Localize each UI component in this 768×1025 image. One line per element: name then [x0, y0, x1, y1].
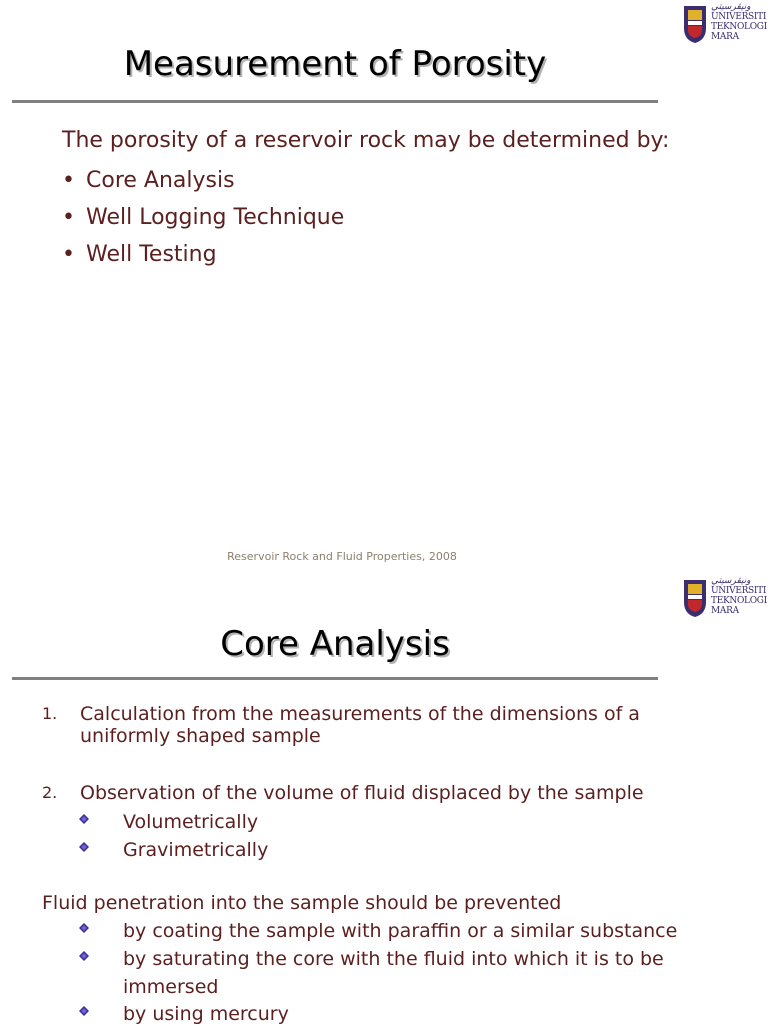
logo-line-1: UNIVERSITI: [711, 586, 767, 596]
intro-text: The porosity of a reservoir rock may be determined by:: [62, 128, 670, 153]
logo-script-text: ﻭﻧﻴﭭﺮﺳﻴﺘﻲ: [711, 2, 751, 12]
logo-line-1: UNIVERSITI: [711, 12, 767, 22]
approach-list: [42, 703, 742, 903]
diamond-bullet-icon: [79, 814, 89, 824]
logo-line-2: TEKNOLOGI: [711, 596, 767, 606]
item-text-line-1: Calculation from the measurements of the dimensions of a: [80, 703, 640, 725]
method-item: [123, 839, 268, 861]
title-divider: [12, 677, 658, 680]
prevention-item: [123, 920, 677, 942]
method-item: [123, 811, 258, 833]
method-text: Volumetrically: [123, 811, 259, 833]
bullet-icon: •: [62, 242, 75, 267]
prevention-text: by using mercury: [123, 1003, 289, 1025]
item-text-line-1: Observation of the volume of fluid displaced by the sample: [80, 782, 644, 804]
title-divider: [12, 100, 658, 103]
list-item: [62, 162, 344, 199]
diamond-bullet-icon: [79, 951, 89, 961]
uitm-wordmark: [711, 576, 767, 616]
logo-line-2: TEKNOLOGI: [711, 22, 767, 32]
bullet-icon: •: [62, 168, 75, 193]
method-text: Gravimetrically: [123, 839, 269, 861]
bullet-icon: •: [62, 205, 75, 230]
uitm-logo: [682, 576, 768, 624]
item-number: 2.: [42, 783, 58, 802]
slide-title: Measurement of Porosity: [123, 44, 547, 84]
prevention-item: [123, 1003, 289, 1025]
uitm-crest-icon: [682, 578, 708, 618]
slide-title: Core Analysis: [220, 624, 450, 664]
bullet-text: Well Logging Technique: [86, 205, 345, 230]
list-item: [62, 236, 344, 273]
prevention-continuation: immersed: [123, 976, 219, 998]
prevention-text: by coating the sample with paraffin or a similar substance: [123, 920, 678, 942]
list-item: [62, 199, 344, 236]
uitm-logo: [682, 2, 768, 50]
prevention-item: [123, 948, 664, 970]
method-list: [62, 162, 344, 273]
logo-line-3: MARA: [711, 606, 739, 616]
uitm-wordmark: [711, 2, 767, 42]
slide-footer: Reservoir Rock and Fluid Properties, 2008: [227, 550, 457, 563]
diamond-bullet-icon: [79, 923, 89, 933]
uitm-crest-icon: [682, 4, 708, 44]
slide-core-analysis: [0, 572, 768, 1024]
item-text-line-2: uniformly shaped sample: [80, 725, 321, 747]
item-number: 1.: [42, 704, 58, 723]
prevention-text: by saturating the core with the fluid into which it is to be: [123, 948, 664, 970]
logo-line-3: MARA: [711, 32, 739, 42]
bullet-text: Well Testing: [86, 242, 217, 267]
bullet-text: Core Analysis: [86, 168, 235, 193]
diamond-bullet-icon: [79, 842, 89, 852]
prevention-note: Fluid penetration into the sample should be prevented: [42, 892, 562, 914]
logo-script-text: ﻭﻧﻴﭭﺮﺳﻴﺘﻲ: [711, 576, 751, 586]
diamond-bullet-icon: [79, 1006, 89, 1016]
